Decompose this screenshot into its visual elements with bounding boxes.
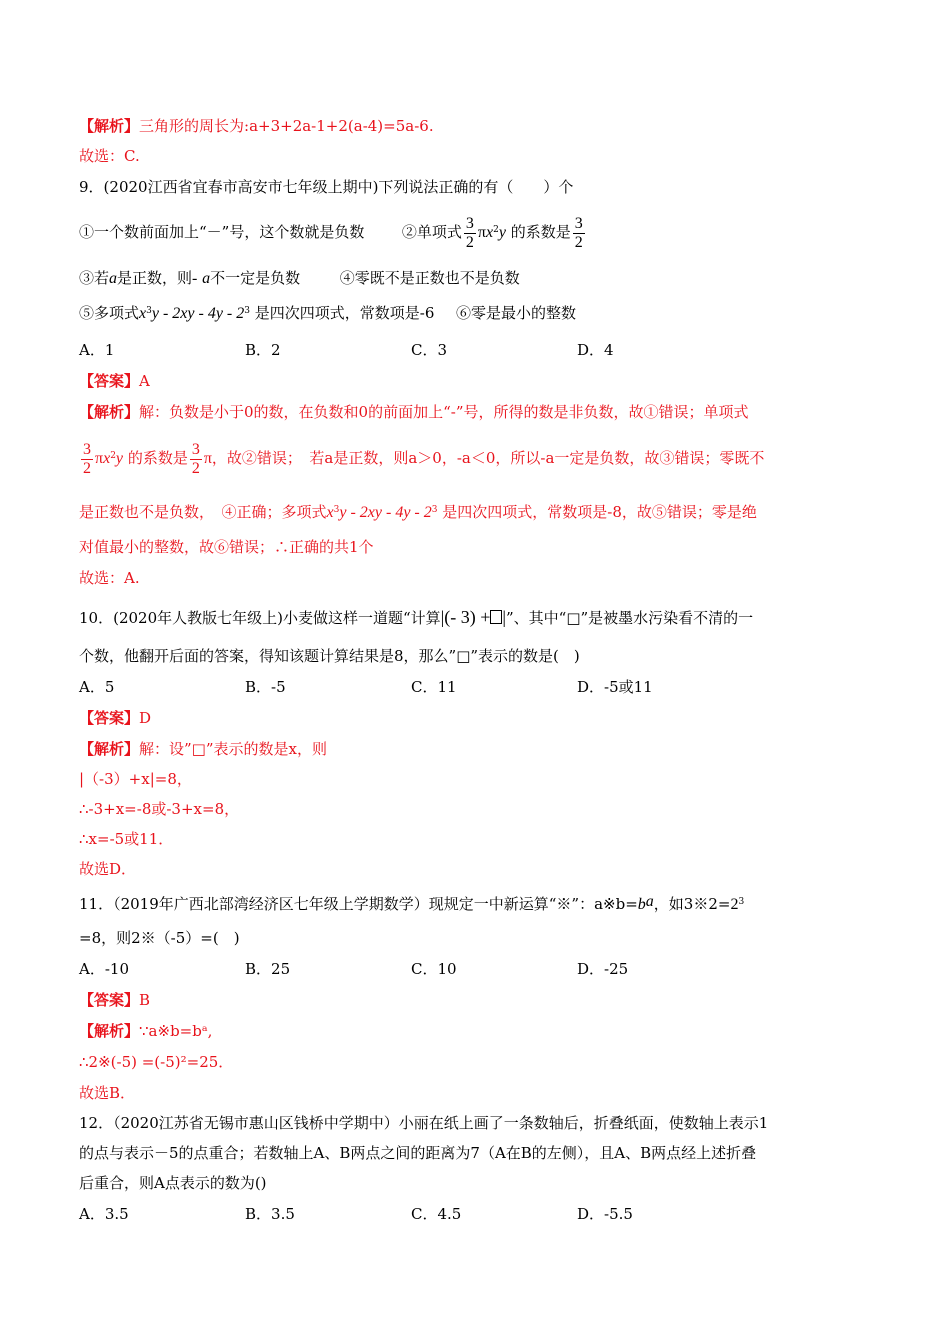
q9-statement-5: ⑤多项式 — [79, 304, 140, 322]
q11-option-d: D．-25 — [577, 960, 629, 978]
q11-stem-2: =8，则2※（-5）=( ) — [79, 929, 240, 947]
q9-statement-4: ④零既不是正数也不是负数 — [339, 269, 520, 287]
fraction: $\frac{3}{2}$ — [574, 214, 583, 251]
q9-option-a: A．1 — [79, 341, 115, 359]
q9-analysis-1: 【解析】解：负数是小于0的数，在负数和0的前面加上“-”号，所得的数是非负数，故①错误；单项式 — [79, 403, 749, 421]
q12-stem-1: 12．（2020江苏省无锡市惠山区钱桥中学期中）小丽在纸上画了一条数轴后，折叠纸面，使数轴上表示1 — [79, 1114, 769, 1132]
q9-option-d: D．4 — [577, 341, 614, 359]
q9-option-c: C．3 — [411, 341, 448, 359]
q10-option-b: B．-5 — [245, 678, 286, 696]
absolute-value-expression: |(- 3) + | — [440, 607, 506, 627]
q9-statement-2: ②单项式 — [401, 223, 462, 241]
q10-stem-1: 10．(2020年人教版七年级上)小麦做这样一道题“计算|(- 3) + |”、其中“□”是被墨水污染看不清的一 — [79, 607, 754, 627]
q11-analysis-2: ∴2※(-5) =(-5)²=25． — [79, 1053, 234, 1071]
q11-stem-1: 11．（2019年广西北部湾经济区七年级上学期数学）现规定一中新运算“※”：$a※b=b^a$，如$3※2=2^3$ — [79, 893, 745, 913]
q12-option-c: C．4.5 — [411, 1205, 462, 1223]
q10-stem-2: 个数，他翻开后面的答案，得知该题计算结果是8，那么”□”表示的数是( ) — [79, 647, 580, 665]
fraction: $\frac{3}{2}$ — [83, 440, 91, 477]
q10-choice: 故选D． — [79, 860, 137, 878]
prev-choice: 故选：C. — [79, 147, 140, 165]
q9-line-2: ③若a是正数，则- a不一定是负数 ④零既不是正数也不是负数 — [79, 269, 520, 287]
q10-analysis-2: |（-3）+x|=8， — [79, 770, 192, 788]
q11-choice: 故选B． — [79, 1084, 136, 1102]
q9-option-b: B．2 — [245, 341, 281, 359]
q11-option-a: A．-10 — [79, 960, 129, 978]
q12-option-b: B．3.5 — [245, 1205, 295, 1223]
q9-analysis-3: 是正数也不是负数， ④正确；多项式$x^3y - 2xy - 4y - 2^3$ 是四次四项式，常数项是-8，故⑤错误；零是绝 — [79, 503, 757, 521]
q11-option-c: C．10 — [411, 960, 457, 978]
q12-stem-2: 的点与表示－5的点重合；若数轴上A、B两点之间的距离为7（A在B的左侧），且A、B两点经上述折叠 — [79, 1144, 757, 1162]
q12-stem-3: 后重合，则A点表示的数为() — [79, 1174, 267, 1192]
q11-option-b: B．25 — [245, 960, 291, 978]
q10-option-c: C．11 — [411, 678, 457, 696]
q10-analysis-3: ∴-3+x=-8或-3+x=8， — [79, 800, 240, 818]
analysis-text: 三角形的周长为:a+3+2a-1+2(a-4)=5a-6. — [139, 117, 434, 135]
q12-option-a: A．3.5 — [79, 1205, 129, 1223]
q10-analysis-1: 【解析】解：设”□”表示的数是x，则 — [79, 740, 327, 758]
q10-analysis-4: ∴x=-5或11． — [79, 830, 174, 848]
q9-statement-3: ③若 — [79, 269, 110, 287]
q9-line-1: ①一个数前面加上“－”号，这个数就是负数 ②单项式 $\frac{3}{2}$ $\pi x^2y$ 的系数是 $\frac{3}{2}$ — [79, 214, 583, 251]
q9-line-3: ⑤多项式$x^3y - 2xy - 4y - 2^3$ 是四次四项式，常数项是-6 ⑥零是最小的整数 — [79, 304, 576, 322]
q11-answer: 【答案】B — [79, 991, 151, 1009]
q9-choice: 故选：A. — [79, 569, 140, 587]
fraction: $\frac{3}{2}$ — [465, 214, 474, 251]
fraction: $\frac{3}{2}$ — [191, 440, 200, 477]
q9-statement-1: ①一个数前面加上“－”号，这个数就是负数 — [79, 223, 365, 241]
analysis-tag: 【解析】 — [79, 117, 140, 135]
q9-analysis-2: $\frac{3}{2}$ $\pi x^2y$ 的系数是 $\frac{3}{2}$ π，故②错误； 若a是正数，则a＞0，-a＜0，所以-a一定是负数，故③错误；零既不 — [83, 440, 765, 477]
q10-option-d: D．-5或11 — [577, 678, 653, 696]
q9-statement-6: ⑥零是最小的整数 — [455, 304, 576, 322]
q10-answer: 【答案】D — [79, 709, 152, 727]
q12-option-d: D．-5.5 — [577, 1205, 633, 1223]
q11-analysis-1: 【解析】∵a※b=bᵃ, — [79, 1022, 213, 1040]
q9-stem: 9．(2020江西省宜春市高安市七年级上期中)下列说法正确的有（ ）个 — [79, 178, 574, 196]
q10-option-a: A．5 — [79, 678, 115, 696]
ink-stain-box — [490, 610, 502, 624]
prev-analysis — [79, 115, 434, 137]
q9-analysis-4: 对值最小的整数，故⑥错误；∴正确的共1个 — [79, 538, 374, 556]
q9-answer: 【答案】A — [79, 372, 150, 390]
